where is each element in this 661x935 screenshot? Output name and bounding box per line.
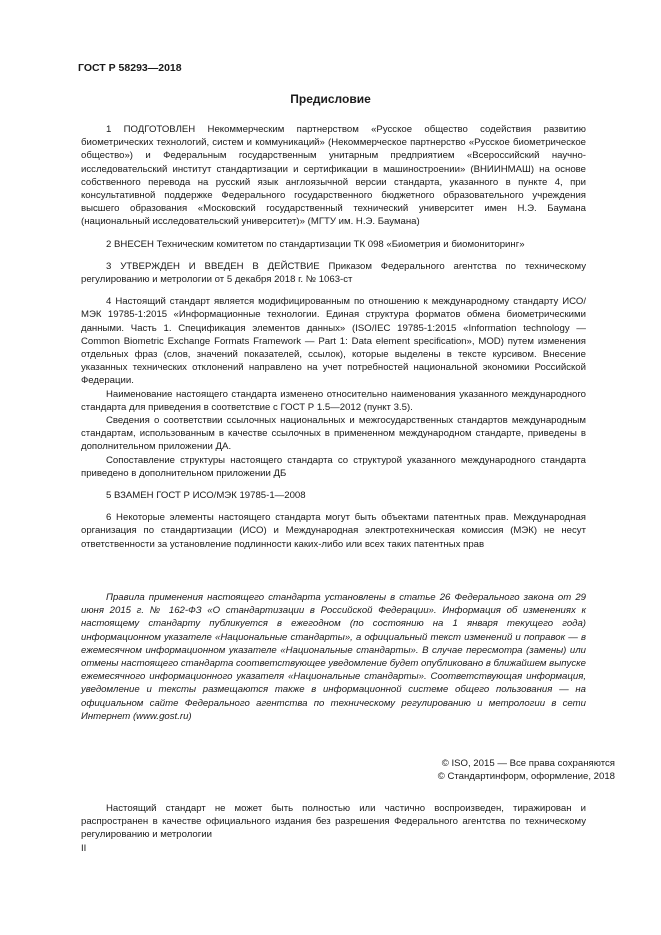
reproduction-notice: Настоящий стандарт не может быть полностью или частично воспроизведен, тиражирован и распространен в качестве официального издания без разрешения Федерального агентства по техническому регулированию и метрологии <box>81 803 586 841</box>
page-title: Предисловие <box>290 92 371 106</box>
paragraph-reference-standards: Сведения о соответствии ссылочных национальных и межгосударственных стандартов международным стандартам, использованным в качестве ссылочных в примененном международном стандарте, приведены в дополнительном приложении ДА. <box>81 415 586 453</box>
page-number: II <box>81 843 87 854</box>
copyright-iso: © ISO, 2015 — Все права сохраняются <box>441 758 615 769</box>
paragraph-structure-comparison: Сопоставление структуры настоящего стандарта со структурой указанного международного стандарта приведено в дополнительном приложении ДБ <box>81 454 586 479</box>
paragraph-approved: 3 УТВЕРЖДЕН И ВВЕДЕН В ДЕЙСТВИЕ Приказом Федерального агентства по техническому регулированию и метрологии от 5 декабря 2018 г. № 1063-ст <box>81 260 586 286</box>
copyright-block <box>438 757 615 783</box>
paragraph-name-changed: Наименование настоящего стандарта изменено относительно наименования указанного международного стандарта для приведения в соответствие с ГОСТ Р 1.5—2012 (пункт 3.5). <box>81 388 586 413</box>
paragraph-replaces: 5 ВЗАМЕН ГОСТ Р ИСО/МЭК 19785-1—2008 <box>106 490 306 502</box>
paragraph-prepared-by: 1 ПОДГОТОВЛЕН Некоммерческим партнерством «Русское общество содействия развитию биометрических технологий, систем и коммуникаций» (Некоммерческое партнерство «Русское биометрическое общество») и Федеральным государственным унитарным предприятием «Всероссийский научно-исследовательский институт стандартизации и сертификации в машиностроении» (ВНИИНМАШ) на основе собственного перевода на русский язык англоязычной версии стандарта, указанного в пункте 4, при консультативной поддержке Федерального государственного бюджетного образовательного учреждения высшего образования «Московский государственный технический университет имен Н.Э. Баумана (национальный исследовательский университет)» (МГТУ им. Н.Э. Баумана) <box>81 124 586 228</box>
copyright-standartinform: © Стандартинформ, оформление, 2018 <box>437 771 615 783</box>
paragraph-introduced-by: 2 ВНЕСЕН Техническим комитетом по стандартизации ТК 098 «Биометрия и биомониторинг» <box>106 238 525 250</box>
preface-body <box>81 123 586 560</box>
paragraph-patent-rights: 6 Некоторые элементы настоящего стандарта могут быть объектами патентных прав. Международная организация по стандартизации (ИСО) и Международная электротехническая комиссия (МЭК) не несут ответственности за установление подлинности каких-либо или всех таких патентных прав <box>81 512 586 550</box>
paragraph-modified-standard: 4 Настоящий стандарт является модифицированным по отношению к международному стандарту ИСО/МЭК 19785-1:2015 «Информационные технологии. Единая структура форматов обмена биометрическими данными. Часть 1. Спецификация элементов данных» (ISO/IEC 19785-1:2015 «Information technology — Common Biometric Exchange Formats Framework — Part 1: Data element specification», MOD) путем изменения отдельных фраз (слов, значений показателей, ссылок), которые выделены в тексте курсивом. Внесение указанных технических отклонений направлено на учет потребностей национальной экономики Российской Федерации. <box>81 296 586 387</box>
rules-notice: Правила применения настоящего стандарта установлены в статье 26 Федерального закона от 29 июня 2015 г. № 162-ФЗ «О стандартизации в Российской Федерации». Информация об изменениях к настоящему стандарту публикуется в ежегодном (по состоянию на 1 января текущего года) информационном указателе «Национальные стандарты», а официальный текст изменений и поправок — в ежемесячном информационном указателе «Национальные стандарты». В случае пересмотра (замены) или отмены настоящего стандарта соответствующее уведомление будет опубликовано в ближайшем выпуске ежемесячного информационного указателя «Национальные стандарты». Соответствующая информация, уведомление и тексты размещаются также в информационной системе общего пользования — на официальном сайте Федерального агентства по техническому регулированию и метрологии в сети Интернет (www.gost.ru) <box>81 592 586 722</box>
standard-code-header: ГОСТ Р 58293—2018 <box>78 62 182 74</box>
